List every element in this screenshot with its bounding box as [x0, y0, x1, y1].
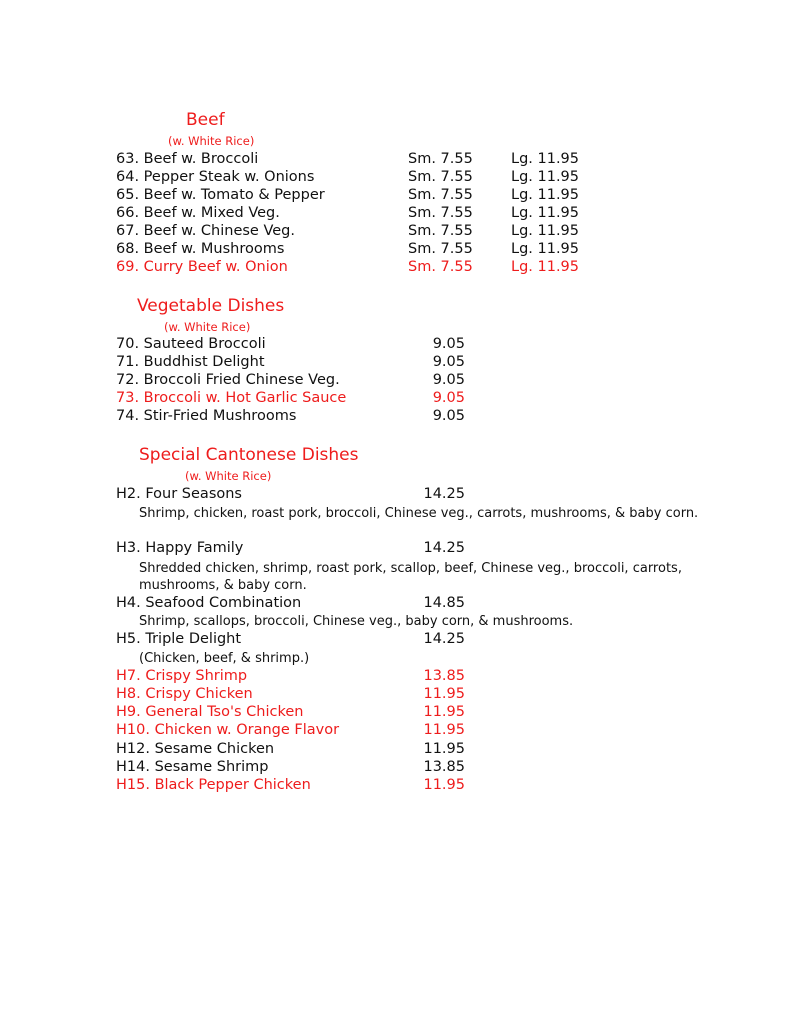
vegetable-subtitle: (w. White Rice): [164, 320, 251, 334]
beef-title: Beef: [186, 110, 225, 130]
menu-item-name: 64. Pepper Steak w. Onions: [116, 169, 315, 185]
menu-item-price: 13.85: [423, 759, 465, 775]
menu-item-price: 9.05: [432, 372, 465, 388]
menu-item-price: 9.05: [432, 390, 465, 406]
menu-item-name: 72. Broccoli Fried Chinese Veg.: [116, 372, 340, 388]
menu-item-name: H14. Sesame Shrimp: [116, 759, 269, 775]
menu-item-name: H8. Crispy Chicken: [116, 686, 253, 702]
menu-item-price: 11.95: [423, 741, 465, 757]
menu-item-name: 66. Beef w. Mixed Veg.: [116, 205, 280, 221]
menu-item-name: H5. Triple Delight: [116, 631, 242, 647]
menu-item-price-small: Sm. 7.55: [408, 169, 473, 185]
menu-item-name: H7. Crispy Shrimp: [116, 668, 248, 684]
menu-item-price: 9.05: [432, 336, 465, 352]
menu-item-price-small: Sm. 7.55: [408, 223, 473, 239]
menu-item-price-large: Lg. 11.95: [511, 205, 580, 221]
cantonese-title: Special Cantonese Dishes: [139, 445, 359, 465]
menu-item-description: Shrimp, chicken, roast pork, broccoli, Chinese veg., carrots, mushrooms, & baby corn.: [139, 506, 699, 521]
menu-item-price: 11.95: [423, 704, 465, 720]
beef-subtitle: (w. White Rice): [168, 134, 255, 148]
menu-item-price: 9.05: [432, 408, 465, 424]
menu-item-description: Shrimp, scallops, broccoli, Chinese veg., baby corn, & mushrooms.: [139, 614, 574, 629]
vegetable-title: Vegetable Dishes: [137, 296, 285, 316]
menu-item-name: 65. Beef w. Tomato & Pepper: [116, 187, 325, 203]
menu-item-price-small: Sm. 7.55: [408, 151, 473, 167]
menu-item-price-small: Sm. 7.55: [408, 187, 473, 203]
menu-item-price-small: Sm. 7.55: [408, 205, 473, 221]
menu-item-name: 68. Beef w. Mushrooms: [116, 241, 285, 257]
menu-item-name: H3. Happy Family: [116, 540, 244, 556]
menu-item-name: H15. Black Pepper Chicken: [116, 777, 311, 793]
menu-item-name: 63. Beef w. Broccoli: [116, 151, 259, 167]
menu-item-name: H4. Seafood Combination: [116, 595, 302, 611]
menu-item-price: 11.95: [423, 777, 465, 793]
menu-item-name: H9. General Tso's Chicken: [116, 704, 304, 720]
menu-item-name: 70. Sauteed Broccoli: [116, 336, 266, 352]
menu-item-price: 14.25: [423, 486, 465, 502]
menu-item-name: 73. Broccoli w. Hot Garlic Sauce: [116, 390, 347, 406]
menu-item-name: H12. Sesame Chicken: [116, 741, 275, 757]
menu-item-price: 11.95: [423, 686, 465, 702]
menu-item-price-large: Lg. 11.95: [511, 223, 580, 239]
menu-item-price-large: Lg. 11.95: [511, 259, 580, 275]
menu-item-name: 69. Curry Beef w. Onion: [116, 259, 288, 275]
menu-item-description: Shredded chicken, shrimp, roast pork, scallop, beef, Chinese veg., broccoli, carrots, mushrooms, & baby corn.: [139, 561, 682, 593]
cantonese-subtitle: (w. White Rice): [185, 469, 272, 483]
menu-item-name: H2. Four Seasons: [116, 486, 242, 502]
menu-item-price: 14.85: [423, 595, 465, 611]
menu-item-price: 13.85: [423, 668, 465, 684]
menu-item-price: 11.95: [423, 722, 465, 738]
menu-item-description: (Chicken, beef, & shrimp.): [139, 651, 310, 666]
menu-item-price-small: Sm. 7.55: [408, 241, 473, 257]
menu-item-price-large: Lg. 11.95: [511, 241, 580, 257]
menu-item-price: 14.25: [423, 631, 465, 647]
menu-item-price-large: Lg. 11.95: [511, 187, 580, 203]
menu-item-price: 9.05: [432, 354, 465, 370]
menu-item-price-large: Lg. 11.95: [511, 151, 580, 167]
menu-item-name: 71. Buddhist Delight: [116, 354, 265, 370]
menu-item-name: 74. Stir-Fried Mushrooms: [116, 408, 297, 424]
menu-item-name: 67. Beef w. Chinese Veg.: [116, 223, 295, 239]
menu-item-price-small: Sm. 7.55: [408, 259, 473, 275]
menu-item-price-large: Lg. 11.95: [511, 169, 580, 185]
menu-item-name: H10. Chicken w. Orange Flavor: [116, 722, 340, 738]
menu-item-price: 14.25: [423, 540, 465, 556]
